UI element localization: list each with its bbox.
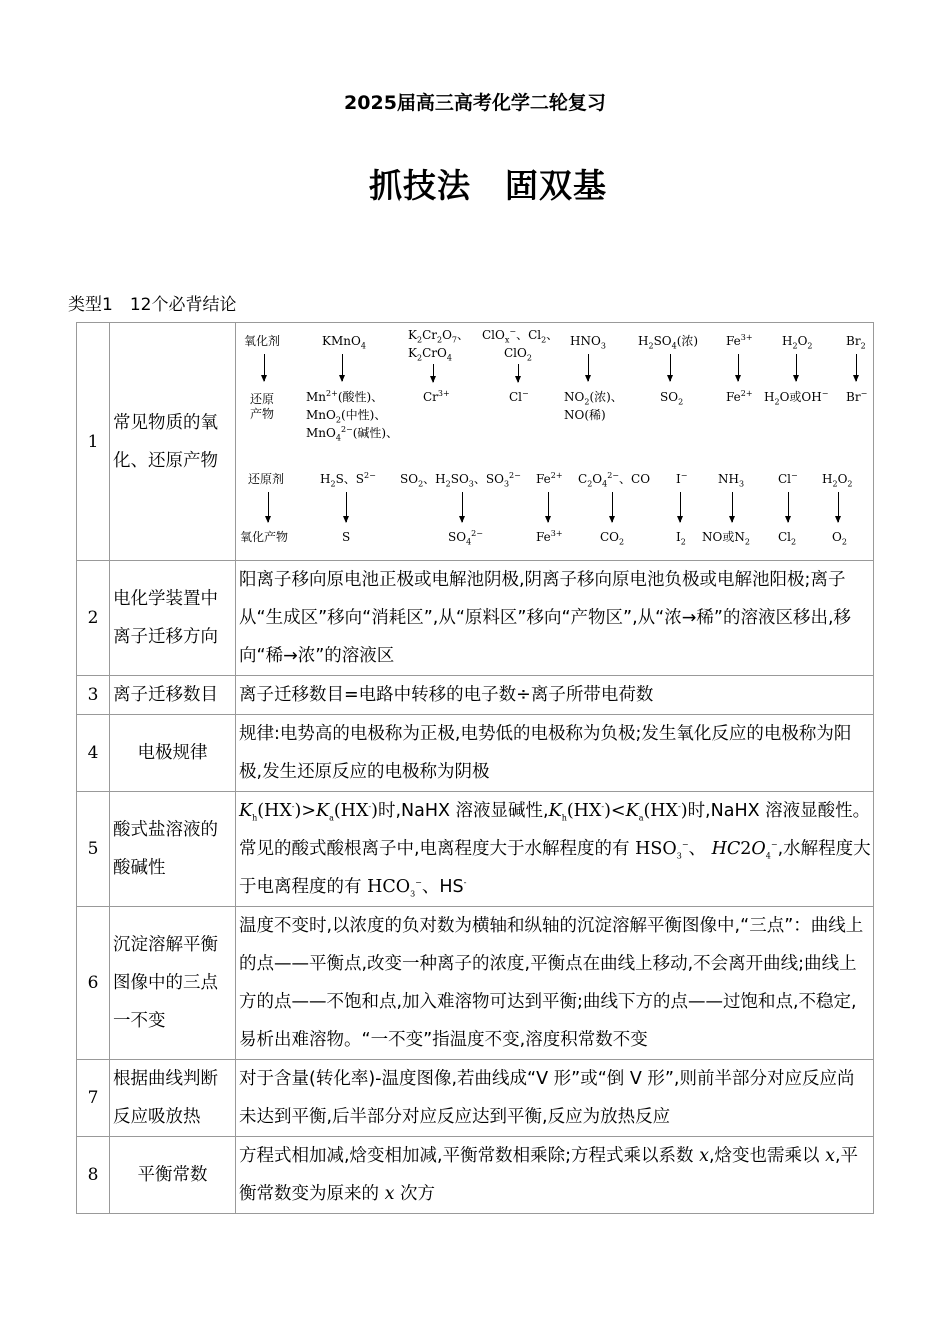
section-heading: 类型1 12个必背结论 [68, 295, 237, 315]
oxproduct-no: NO或$N_2$ [702, 529, 750, 546]
arrow-icon [788, 492, 789, 522]
row-number: 8 [77, 1137, 110, 1214]
reducer-nh3: $NH_3$ [718, 471, 745, 488]
row-name: 平衡常数 [110, 1137, 236, 1214]
arrow-icon [346, 492, 347, 522]
row-description: 阳离子移向原电池正极或电解池阴极,阴离子移向原电池负极或电解池阳极;离子从“生成区”移向“消耗区”,从“原料区”移向“产物区”,从“浓→稀”的溶液区移出,移向“稀→浓”的溶液区 [236, 561, 874, 676]
row-number: 3 [77, 676, 110, 715]
oxidant-hno3: $HNO_3$ [570, 333, 606, 350]
table-row [77, 676, 874, 715]
row-name: 电极规律 [110, 715, 236, 792]
arrow-icon [680, 492, 681, 522]
document-subtitle: 2025届高三高考化学二轮复习 [344, 92, 606, 114]
row-number: 1 [77, 323, 110, 561]
oxproduct-cl2: $Cl_2$ [778, 529, 797, 546]
row-number: 2 [77, 561, 110, 676]
oxidant-k2cr2o7: $K_2Cr_2O_7$、 [408, 327, 470, 344]
oxidant-fe3: $Fe^{3+}$ [726, 332, 753, 348]
arrow-icon [342, 354, 343, 381]
product-mno2: MnO$_2$(中性)、 [306, 407, 387, 424]
arrow-icon [264, 354, 265, 381]
product-mno4: MnO$_4^{2-}$(碱性)、 [306, 424, 399, 442]
table-row [77, 1060, 874, 1137]
product-cr: $Cr^{3+}$ [423, 388, 450, 404]
arrow-icon [856, 354, 857, 381]
table-row [77, 323, 874, 561]
oxproduct-co2: $CO_2$ [600, 529, 625, 546]
reducer-h2o2: $H_2O_2$ [822, 471, 853, 488]
oxidant-br2: $Br_2$ [846, 333, 866, 350]
oxidant-clo2: ClO$_2$ [504, 345, 532, 362]
row-name: 离子迁移数目 [110, 676, 236, 715]
row-description: 规律:电势高的电极称为正极,电势低的电极称为负极;发生氧化反应的电极称为阳极,发生还原反应的电极称为阴极 [236, 715, 874, 792]
oxidant-clo: ClO$_x$−、$Cl_2$、 [482, 326, 559, 344]
table-row [77, 715, 874, 792]
oxidant-h2so4: $H_2SO_4$(浓) [638, 333, 699, 350]
diagram-reduced-label: 还原 产物 [250, 391, 275, 421]
row-number: 7 [77, 1060, 110, 1137]
arrow-icon [268, 492, 269, 522]
reducer-i: I− [676, 470, 688, 486]
product-br: Br− [846, 388, 868, 404]
row-description: 方程式相加减,焓变相加减,平衡常数相乘除;方程式乘以系数 x,焓变也需乘以 x,平衡常数变为原来的 x 次方 [236, 1137, 874, 1214]
product-fe2: $Fe^{2+}$ [726, 388, 753, 404]
arrow-icon [518, 364, 519, 382]
oxproduct-fe3: $Fe^{3+}$ [536, 528, 563, 544]
reducer-h2s: $H_2S$、$S^{2-}$ [320, 470, 376, 488]
arrow-icon [670, 354, 671, 381]
product-mn: $Mn^{2+}$(酸性)、 [306, 388, 384, 404]
redox-diagram-cell [236, 323, 874, 561]
reducer-so2: $SO_2$、$H_2SO_3$、$SO_3^{2-}$ [400, 470, 521, 488]
arrow-icon [738, 354, 739, 381]
oxproduct-so4: $SO_4^{2-}$ [448, 528, 483, 546]
oxidant-k2cro4: $K_2CrO_4$ [408, 345, 452, 362]
arrow-icon [612, 492, 613, 522]
row-number: 6 [77, 907, 110, 1060]
diagram-reducer-label: 还原剂 [248, 471, 285, 486]
table-row [77, 792, 874, 907]
arrow-icon [732, 492, 733, 522]
arrow-icon [433, 364, 434, 382]
row-number: 5 [77, 792, 110, 907]
row-description: 离子迁移数目=电路中转移的电子数÷离子所带电荷数 [236, 676, 874, 715]
reducer-c2o4: $C_2O_4^{2-}$、CO [578, 470, 651, 488]
diagram-oxidant-label: 氧化剂 [244, 333, 281, 348]
row-name: 电化学装置中离子迁移方向 [110, 561, 236, 676]
reducer-fe2: $Fe^{2+}$ [536, 470, 563, 486]
oxproduct-s: S [342, 529, 351, 544]
reducer-cl: Cl− [778, 470, 798, 486]
arrow-icon [548, 492, 549, 522]
table-row [77, 561, 874, 676]
arrow-icon [838, 492, 839, 522]
oxidant-kmno4: KMnO$_4$ [322, 333, 366, 350]
row-name: 根据曲线判断反应吸放热 [110, 1060, 236, 1137]
table-row [77, 1137, 874, 1214]
oxproduct-o2: $O_2$ [832, 529, 847, 546]
row-name: 常见物质的氧化、还原产物 [110, 323, 236, 561]
oxidant-h2o2: $H_2O_2$ [782, 333, 813, 350]
product-no2: $NO_2$(浓)、 [564, 389, 623, 406]
table-row [77, 907, 874, 1060]
redox-diagram [236, 324, 873, 560]
conclusions-table [76, 322, 874, 1214]
product-cl: Cl− [509, 388, 529, 404]
row-description: 对于含量(转化率)-温度图像,若曲线成“V 形”或“倒 V 形”,则前半部分对应反应尚未达到平衡,后半部分对应反应达到平衡,反应为放热反应 [236, 1060, 874, 1137]
arrow-icon [462, 492, 463, 522]
arrow-icon [588, 354, 589, 381]
document-title: 抓技法 固双基 [369, 166, 607, 205]
product-no: NO(稀) [564, 407, 606, 422]
product-so2: $SO_2$ [660, 389, 684, 406]
row-description: 温度不变时,以浓度的负对数为横轴和纵轴的沉淀溶解平衡图像中,“三点”：曲线上的点——平衡点,改变一种离子的浓度,平衡点在曲线上移动,不会离开曲线;曲线上方的点——不饱和点,加入难溶物可达到平衡;曲线下方的点——过饱和点,不稳定,易析出难溶物。“一不变”指温度不变,溶度积常数不变 [236, 907, 874, 1060]
oxproduct-i2: $I_2$ [676, 529, 686, 546]
row-number: 4 [77, 715, 110, 792]
row-description: $K_h(HX^-)>K_a(HX^-)$时,NaHX 溶液显碱性$,K_h(HX^-)<K_a(HX^-)$时,NaHX 溶液显酸性。常见的酸式酸根离子中,电离程度大于水解程度的有 $HSO_3^-$、 $HC2O_4^-$,水解程度大于电离程度的有 $HCO_3^-$、HS- [236, 792, 874, 907]
diagram-oxidized-label: 氧化产物 [240, 529, 289, 544]
product-h2o: $H_2O$或OH− [764, 388, 829, 406]
arrow-icon [796, 354, 797, 381]
row-name: 酸式盐溶液的酸碱性 [110, 792, 236, 907]
row-name: 沉淀溶解平衡图像中的三点一不变 [110, 907, 236, 1060]
